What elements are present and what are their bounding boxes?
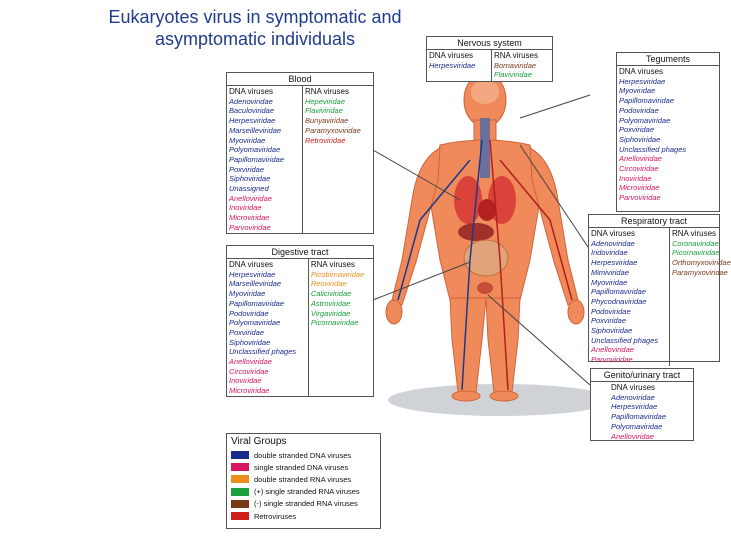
respiratory-dna-item: Podoviridae bbox=[591, 306, 631, 316]
digestive-dna-item: Anelloviridae bbox=[229, 357, 272, 367]
legend-label: double stranded DNA viruses bbox=[254, 450, 352, 460]
blood-dna-item: Adenoviridae bbox=[229, 96, 273, 106]
digestive-dna-item: Marseilleviridae bbox=[229, 279, 282, 289]
genito-dna-item: Adenoviridae bbox=[611, 392, 655, 402]
nervous-dna-header: DNA viruses bbox=[429, 51, 474, 60]
bladder bbox=[477, 282, 493, 294]
legend-item bbox=[227, 473, 380, 485]
blood-dna-item: Marseilleviridae bbox=[229, 125, 282, 135]
digestive-rna-item: Caliciviridae bbox=[310, 289, 352, 299]
teguments-dna-item: Inoviridae bbox=[619, 173, 652, 183]
digestive-rna-header: RNA viruses bbox=[310, 260, 355, 269]
blood-rna-header: RNA viruses bbox=[304, 87, 349, 96]
digestive-dna-item: Poxviridae bbox=[229, 327, 265, 337]
digestive-dna-item: Siphoviridae bbox=[229, 337, 271, 347]
teguments-title: Teguments bbox=[617, 53, 719, 66]
teguments-dna-item: Papillomaviridae bbox=[619, 96, 675, 106]
nervous-dna-column bbox=[427, 50, 491, 81]
liver bbox=[458, 223, 494, 241]
blood-rna-item: Hepeviridae bbox=[304, 96, 345, 106]
digestive-tract-box bbox=[226, 245, 374, 397]
teguments-dna-item: Myoviridae bbox=[619, 86, 656, 96]
blood-rna-item: Retroviridae bbox=[304, 135, 346, 145]
teguments-dna-item: Unclassified phages bbox=[619, 144, 687, 154]
nervous-system-title: Nervous system bbox=[427, 37, 552, 50]
brain-region bbox=[471, 80, 499, 104]
teguments-dna-item: Parvoviridae bbox=[619, 193, 661, 203]
legend-title: Viral Groups bbox=[231, 436, 287, 447]
teguments-dna-item: Microviridae bbox=[619, 183, 660, 193]
viral-groups-legend bbox=[226, 433, 381, 529]
respiratory-rna-item: Picornaviridae bbox=[672, 248, 720, 258]
genito-dna-item: Anelloviridae bbox=[611, 431, 654, 441]
respiratory-dna-item: Siphoviridae bbox=[591, 326, 633, 336]
blood-rna-column bbox=[302, 86, 373, 234]
blood-dna-item: Papillomaviridae bbox=[229, 154, 285, 164]
respiratory-dna-header: DNA viruses bbox=[591, 229, 636, 238]
blood-title: Blood bbox=[227, 73, 373, 86]
teguments-dna-item: Poxviridae bbox=[619, 125, 655, 135]
figure-title-line-2: asymptomatic individuals bbox=[154, 29, 356, 49]
nervous-rna-item: Flaviviridae bbox=[493, 70, 532, 80]
blood-dna-item: Myoviridae bbox=[229, 135, 266, 145]
teguments-dna-item: Polyomaviridae bbox=[619, 115, 671, 125]
digestive-dna-item: Unclassified phages bbox=[229, 347, 297, 357]
respiratory-rna-item: Orthomyxoviridae bbox=[672, 258, 731, 268]
respiratory-dna-item: Herpesviridae bbox=[591, 258, 638, 268]
digestive-dna-item: Myoviridae bbox=[229, 289, 266, 299]
respiratory-dna-item: Mimiviridae bbox=[591, 267, 629, 277]
respiratory-rna-header: RNA viruses bbox=[672, 229, 717, 238]
digestive-dna-column bbox=[227, 259, 308, 397]
blood-rna-item: Bunyaviridae bbox=[304, 116, 349, 126]
legend-swatch bbox=[231, 500, 249, 508]
legend-swatch bbox=[231, 463, 249, 471]
genito-dna-column bbox=[591, 382, 693, 442]
respiratory-dna-column bbox=[589, 228, 669, 366]
digestive-rna-item: Virgaviridae bbox=[310, 308, 351, 318]
figure-title-line-1: Eukaryotes virus in symptomatic and bbox=[108, 7, 402, 27]
digestive-rna-item: Astroviridae bbox=[310, 298, 351, 308]
legend-label: single stranded DNA viruses bbox=[254, 462, 349, 472]
teguments-dna-column bbox=[617, 66, 719, 204]
genito-urinary-title: Genito/urinary tract bbox=[591, 369, 693, 382]
genito-dna-header: DNA viruses bbox=[611, 383, 656, 392]
legend-swatch bbox=[231, 475, 249, 483]
nervous-rna-header: RNA viruses bbox=[493, 51, 538, 60]
legend-item bbox=[227, 449, 380, 461]
blood-dna-item: Poxviridae bbox=[229, 164, 265, 174]
genito-dna-item: Papillomaviridae bbox=[611, 412, 667, 422]
digestive-dna-item: Inoviridae bbox=[229, 376, 262, 386]
nervous-system-box bbox=[426, 36, 553, 82]
blood-dna-column bbox=[227, 86, 302, 234]
teguments-dna-item: Herpesviridae bbox=[619, 76, 666, 86]
teguments-dna-item: Anelloviridae bbox=[619, 154, 662, 164]
legend-label: Retroviruses bbox=[254, 511, 297, 521]
respiratory-dna-item: Poxviridae bbox=[591, 316, 627, 326]
blood-dna-item: Herpesviridae bbox=[229, 116, 276, 126]
digestive-dna-item: Podoviridae bbox=[229, 308, 269, 318]
digestive-dna-item: Herpesviridae bbox=[229, 269, 276, 279]
respiratory-dna-item: Myoviridae bbox=[591, 277, 628, 287]
blood-rna-item: Flaviviridae bbox=[304, 106, 343, 116]
digestive-rna-column bbox=[308, 259, 373, 397]
teguments-dna-header: DNA viruses bbox=[619, 67, 664, 76]
respiratory-dna-item: Anelloviridae bbox=[591, 345, 634, 355]
legend-item bbox=[227, 461, 380, 473]
digestive-dna-item: Polyomaviridae bbox=[229, 318, 281, 328]
legend-swatch bbox=[231, 512, 249, 520]
legend-label: (-) single stranded RNA viruses bbox=[254, 499, 358, 509]
respiratory-rna-item: Coronaviridae bbox=[672, 238, 719, 248]
legend-label: double stranded RNA viruses bbox=[254, 474, 352, 484]
digestive-rna-item: Picornaviridae bbox=[310, 318, 359, 328]
legend-item bbox=[227, 498, 380, 510]
teguments-dna-item: Siphoviridae bbox=[619, 134, 661, 144]
legend-label: (+) single stranded RNA viruses bbox=[254, 487, 360, 497]
blood-rna-item: Paramyxoviridae bbox=[304, 125, 361, 135]
teguments-box bbox=[616, 52, 720, 212]
respiratory-dna-item: Iridoviridae bbox=[591, 248, 628, 258]
respiratory-tract-box bbox=[588, 214, 731, 365]
legend-item bbox=[227, 486, 380, 498]
genito-urinary-box bbox=[590, 368, 694, 441]
teguments-dna-item: Circoviridae bbox=[619, 164, 659, 174]
blood-dna-item: Inoviridae bbox=[229, 203, 262, 213]
blood-dna-item: Polyomaviridae bbox=[229, 145, 281, 155]
nervous-rna-item: Bornaviridae bbox=[493, 60, 537, 70]
legend-swatch bbox=[231, 488, 249, 496]
legend-item bbox=[227, 510, 380, 522]
respiratory-rna-item: Paramyxoviridae bbox=[672, 267, 728, 277]
respiratory-dna-item: Parvoviridae bbox=[591, 355, 633, 365]
respiratory-dna-item: Papillomaviridae bbox=[591, 287, 647, 297]
digestive-rna-item: Picobirnaviridae bbox=[310, 269, 365, 279]
blood-dna-item: Parvoviridae bbox=[229, 222, 271, 232]
blood-dna-item: Anelloviridae bbox=[229, 193, 272, 203]
digestive-dna-item: Microviridae bbox=[229, 386, 270, 396]
digestive-dna-item: Papillomaviridae bbox=[229, 298, 285, 308]
digestive-dna-header: DNA viruses bbox=[229, 260, 274, 269]
respiratory-tract-title: Respiratory tract bbox=[589, 215, 719, 228]
legend-swatch bbox=[231, 451, 249, 459]
digestive-rna-item: Reoviridae bbox=[310, 279, 347, 289]
genito-dna-item: Herpesviridae bbox=[611, 402, 658, 412]
blood-dna-item: Baculoviridae bbox=[229, 106, 275, 116]
nervous-rna-column bbox=[491, 50, 552, 81]
respiratory-dna-item: Unclassified phages bbox=[591, 335, 659, 345]
nervous-dna-item: Herpesviridae bbox=[429, 60, 476, 70]
blood-dna-item: Siphoviridae bbox=[229, 174, 271, 184]
digestive-dna-item: Circoviridae bbox=[229, 366, 269, 376]
respiratory-dna-item: Phycodnaviridae bbox=[591, 296, 647, 306]
blood-dna-item: Microviridae bbox=[229, 213, 270, 223]
teguments-dna-item: Podoviridae bbox=[619, 105, 659, 115]
heart bbox=[478, 199, 496, 221]
blood-dna-item: Unassigned bbox=[229, 184, 269, 194]
blood-dna-header: DNA viruses bbox=[229, 87, 274, 96]
blood-box bbox=[226, 72, 374, 234]
respiratory-dna-item: Adenoviridae bbox=[591, 238, 635, 248]
digestive-tract-title: Digestive tract bbox=[227, 246, 373, 259]
respiratory-rna-column bbox=[669, 228, 731, 366]
genito-dna-item: Polyomaviridae bbox=[611, 421, 663, 431]
